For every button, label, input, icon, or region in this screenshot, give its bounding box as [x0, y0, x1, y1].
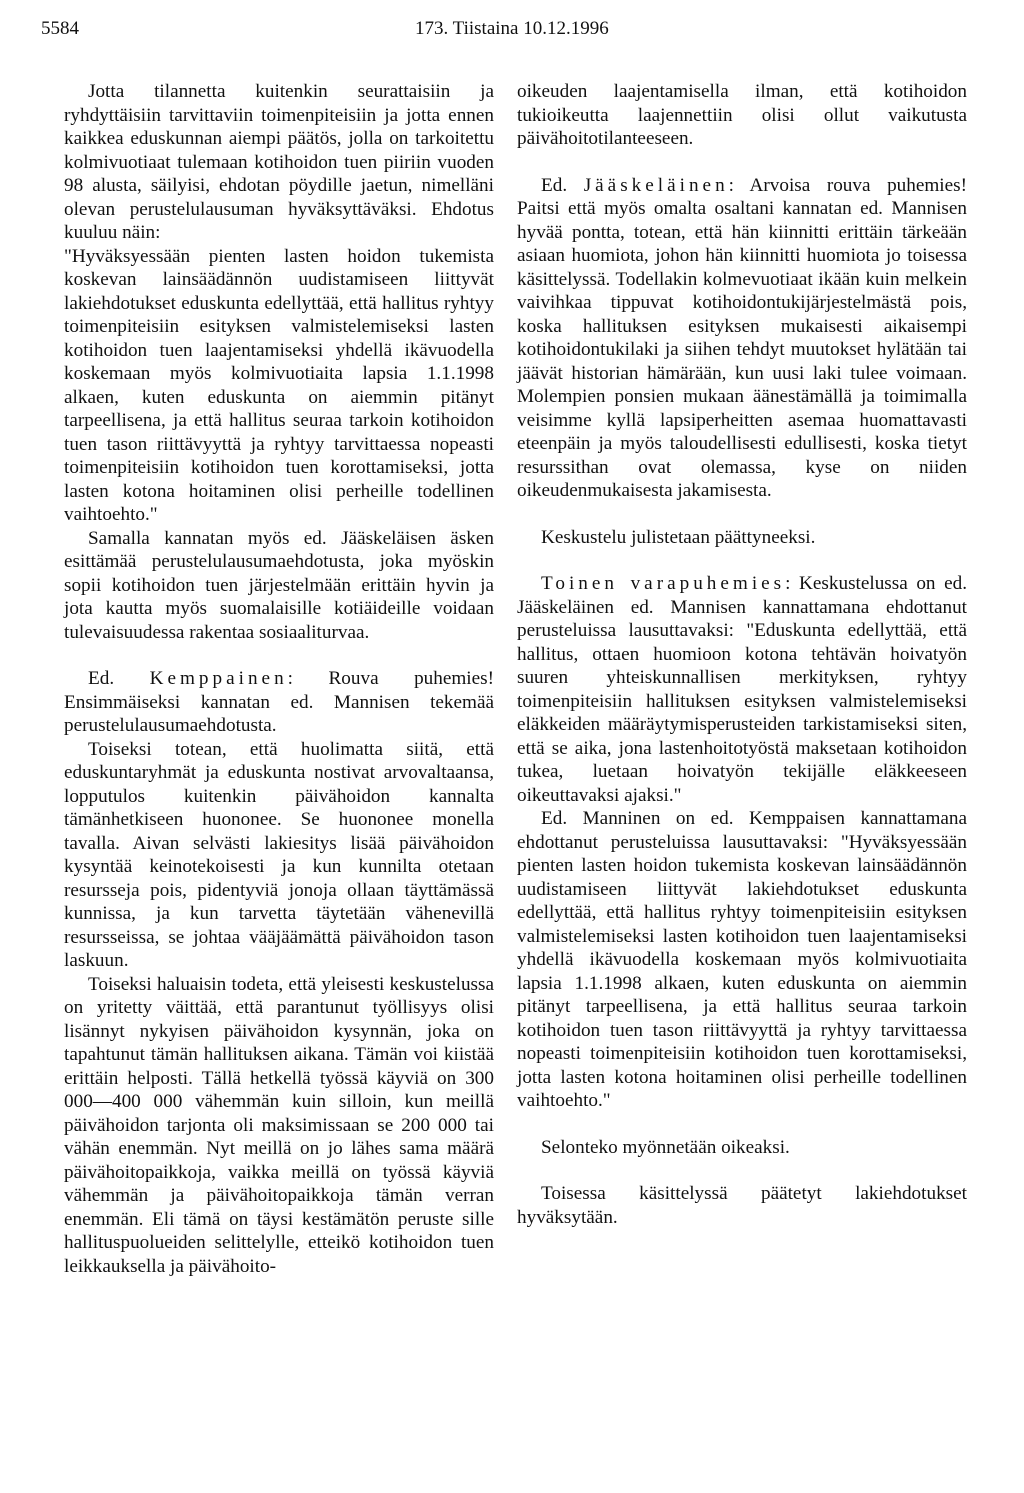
- speaker-name: Jääskeläinen: [583, 174, 729, 196]
- left-column: [64, 80, 494, 1278]
- page-header: [41, 18, 996, 48]
- paragraph: Toiseksi totean, että huolimatta siitä, että eduskuntaryhmät ja eduskunta nostivat arvovaltaansa, lopputulos kuitenkin päivähoidon kannalta tämänhetkiseen huononee. Se huononee monella tavalla. Aivan selvästi lakiesitys lisää päivähoidon kysyntää keinotekoisesti ja kun kunnilta otetaan resursseja pois, pidentyviä jonoja ollaan täyttämässä kunnissa, ja kun tarvetta täytetään vähenevillä resursseissa, se johtaa vääjäämättä päivähoidon tason laskuun.: [64, 738, 494, 971]
- speech-deputy-speaker: [517, 572, 967, 807]
- page-number: 5584: [41, 18, 79, 39]
- paragraph: Jotta tilannetta kuitenkin seurattaisiin ja ryhdyttäisiin tarvittaviin toimenpiteisiin ja jotta ennen kaikkea eduskunnan aiempi päätös, jolla on tarkoitettu kolmivuotiaat tulemaan kotihoidon tuen piiriin vuoden 98 alusta, säilyisi, ehdotan pöydille jaetun, nimelläni olevan perustelulausuman hyväksyttäväksi. Ehdotus kuuluu näin:: [64, 81, 494, 243]
- speech-text: : Keskustelussa on ed. Jääskeläinen ed. Mannisen kannattamana ehdottanut perusteluissa lausuttavaksi: "Eduskunta edellyttää, että hallitus, ottaen huomioon kotona tehtävän hoivatyön suuren yhteiskunnallisen merkityksen, ryhtyy toimenpiteisiin hallituksen esityksen valmistelemiseksi eläkkeiden määräytymisperusteiden tarkistamiseksi siten, että se aika, jona lastenhoitotyöstä maksetaan kotihoidon tukea, luetaan hoivatyön tekijälle eläkkeeseen oikeuttavaksi ajaksi.": [517, 573, 967, 806]
- proposal-quote: "Hyväksyessään pienten lasten hoidon tukemista koskevan lainsäädännön uudistamiseen liittyvät lakiehdotukset eduskunta edellyttää, että hallitus ryhtyy toimenpiteisiin esityksen valmistelemiseksi lasten kotihoidon tuen laajentamiseksi yhdellä ikävuodella koskemaan myös kolmivuotiaita lapsia 1.1.1998 alkaen, kuten eduskunta on aiemmin pitänyt tarpeellisena, ja että hallitus seuraa tarkoin kotihoidon tuen tason riittävyyttä ja ryhtyy tarvittaessa nopeasti toimenpiteisiin kotihoidon tuen korottamiseksi, jotta lasten kotona hoitaminen olisi perheille todellinen vaihtoehto.": [64, 245, 494, 525]
- paragraph: Ed. Manninen on ed. Kemppaisen kannattamana ehdottanut perusteluissa lausuttavaksi: "Hyväksyessään pienten lasten hoidon tukemista koskevan lainsäädännön uudistamiseen liittyvät lakiehdotukset eduskunta edellyttää, että hallitus ryhtyy toimenpiteisiin esityksen valmistelemiseksi lasten kotihoidon tuen laajentamiseksi yhdellä ikävuodella koskemaan myös kolmivuotiaita lapsia 1.1.1998 alkaen, kuten eduskunta on aiemmin pitänyt tarpeellisena, ja että hallitus seuraa tarkoin kotihoidon tuen tason riittävyyttä ja ryhtyy tarvittaessa nopeasti toimenpiteisiin kotihoidon tuen korottamiseksi, jotta lasten kotona hoitaminen olisi perheille todellinen vaihtoehto.": [517, 808, 967, 1111]
- paragraph: oikeuden laajentamisella ilman, että kotihoidon tukioikeutta laajennettiin olisi ollut vaikutusta päivähoitotilanteeseen.: [517, 81, 967, 149]
- speech-text: : Rouva puhemies! Ensimmäiseksi kannatan ed. Mannisen tekemää perustelulausumaehdotusta.: [64, 668, 495, 736]
- closing-statement: Toisessa käsittelyssä päätetyt lakiehdotukset hyväksytään.: [517, 1183, 967, 1228]
- speech-kemppainen: [64, 667, 494, 738]
- speaker-name: Kemppainen: [149, 668, 288, 689]
- speaker-name: Toinen varapuhemies: [541, 573, 786, 594]
- session-title: 173. Tiistaina 10.12.1996: [415, 18, 609, 39]
- closing-statement: Keskustelu julistetaan päättyneeksi.: [541, 526, 816, 548]
- paragraph: Samalla kannatan myös ed. Jääskeläisen äsken esittämää perustelulausumaehdotusta, joka myöskin sopii kotihoidon tuen järjestelmään erittäin hyvin ja jota kautta myös suomalaisille kotiäideille voidaan tulevaisuudessa rakentaa sosiaaliturvaa.: [64, 527, 494, 643]
- speech-jaaskelainen: [517, 174, 967, 503]
- speech-text: : Arvoisa rouva puhemies! Paitsi että myös omalta osaltani kannatan ed. Mannisen hyvää pontta, totean, että hän kiinnitti erittäin tärkeään asiaan huomiota, johon hän kiinnitti huomiota jo toisessa käsittelyssä. Todellakin kolmevuotiaat ikään kuin melkein vaivihkaa tippuvat kotihoidontukijärjestelmästä pois, koska hallituksen esityksen mukaisesti aikaisempi kotihoidontukilaki ja siihen tehdyt muutokset hylätään tai jäävät historian hämärään, kun uusi laki tulee voimaan. Molempien ponsien mukaan äänestämällä ja toimimalla veisimme kyllä lapsiperheitten asemaa huomattavasti eteenpäin ja myös taloudellisesti edullisesti, koska tietyt resurssithan ovat olemassa, kyse on niiden oikeudenmukaisesta jakamisesta.: [517, 174, 968, 501]
- speaker-prefix: Ed.: [88, 668, 115, 689]
- closing-statement: Selonteko myönnetään oikeaksi.: [541, 1136, 790, 1158]
- paragraph: Toiseksi haluaisin todeta, että yleisesti keskustelussa on yritetty väittää, että parantunut työllisyys olisi lisännyt nykyisen päivähoidon kysynnän, joka on tapahtunut tämän hallituksen aikana. Tämän voi kiistää erittäin helposti. Tällä hetkellä työssä käyviä on 300 000—400 000 vähemmän kuin silloin, kun meillä päivähoidon tarjonta oli maksimissaan se 200 000 tai vähän enemmän. Nyt meillä on jo lähes sama määrä päivähoitopaikkoja, vaikka meillä on työssä käyviä vähemmän ja päivähoitopaikkoja tämän verran enemmän. Eli tämä on täysi kestämätön peruste sille hallituspuolueiden selittelylle, etteikö kotihoidon tuen leikkauksella ja päivähoito-: [64, 973, 494, 1277]
- right-column: [517, 80, 967, 1229]
- speaker-prefix: Ed.: [541, 174, 568, 196]
